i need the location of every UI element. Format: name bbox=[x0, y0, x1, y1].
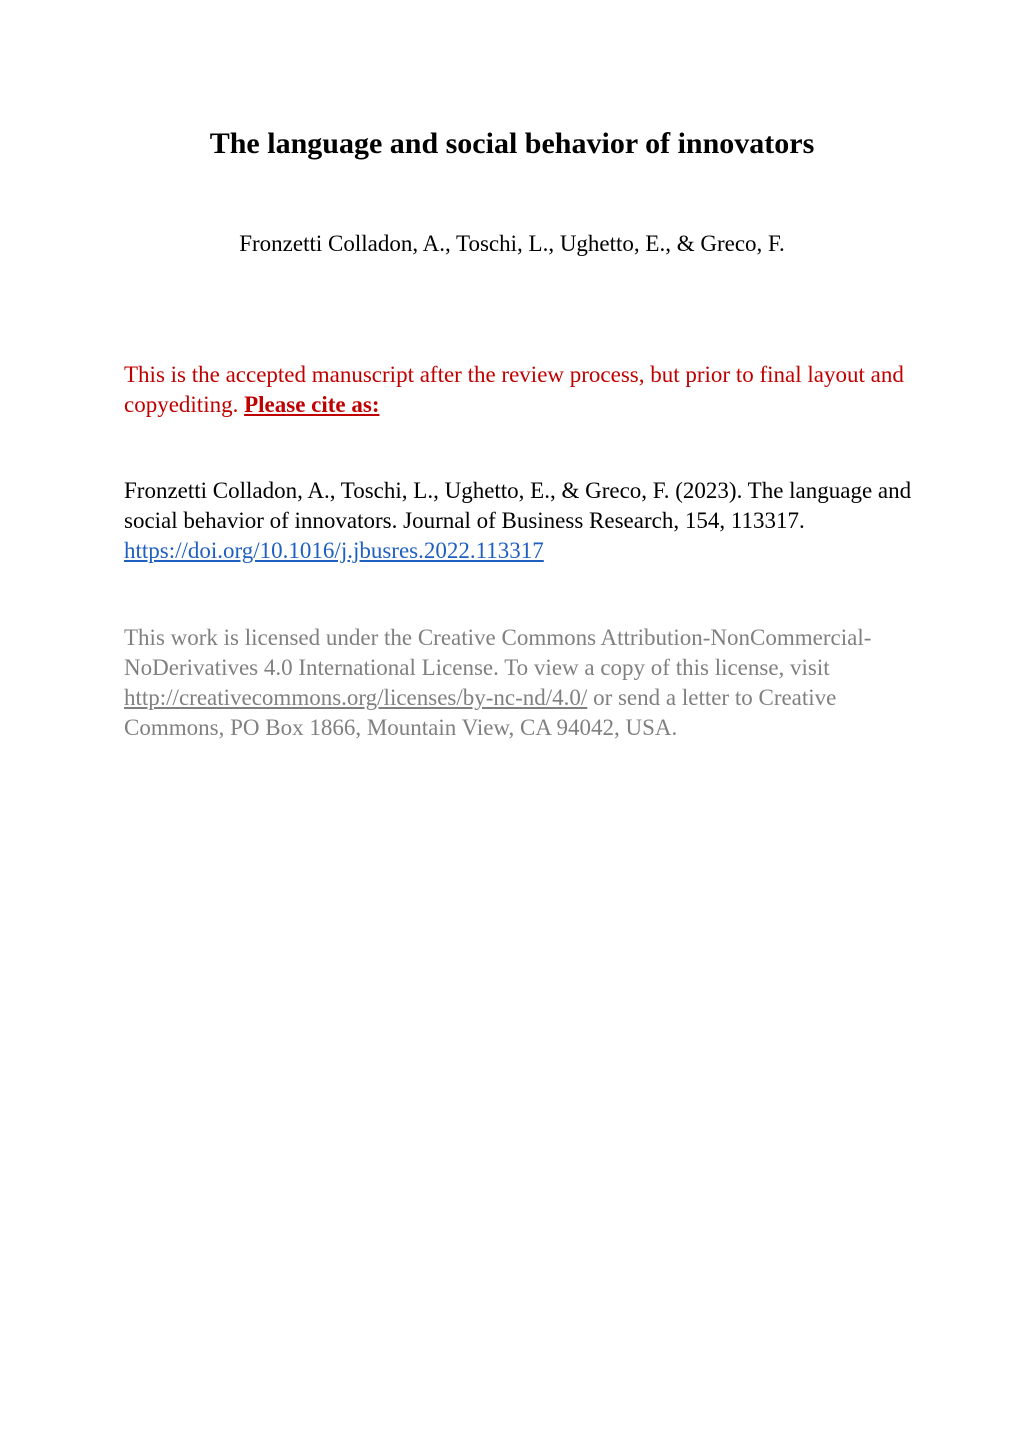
license-text-after: or send a letter to Creative Commons, PO Box 1866, Mountain View, CA 94042, USA. bbox=[124, 685, 837, 740]
author-list: Fronzetti Colladon, A., Toschi, L., Ughetto, E., & Greco, F. bbox=[239, 231, 785, 256]
manuscript-notice bbox=[124, 360, 914, 420]
citation-text: Fronzetti Colladon, A., Toschi, L., Ughetto, E., & Greco, F. (2023). The language and social behavior of innovators. Journal of Business Research, 154, 113317. bbox=[124, 478, 912, 533]
paper-title: The language and social behavior of innovators bbox=[209, 127, 815, 160]
please-cite-label: Please cite as: bbox=[244, 392, 380, 417]
doi-link[interactable]: https://doi.org/10.1016/j.jbusres.2022.113317 bbox=[124, 538, 544, 563]
citation-block bbox=[124, 476, 914, 566]
license-notice bbox=[124, 623, 914, 743]
manuscript-notice-text: This is the accepted manuscript after the review process, but prior to final layout and copyediting. bbox=[124, 362, 904, 417]
license-link[interactable]: http://creativecommons.org/licenses/by-nc-nd/4.0/ bbox=[124, 685, 588, 710]
license-text-before: This work is licensed under the Creative Commons Attribution-NonCommercial-NoDerivatives 4.0 International License. To view a copy of this license, visit bbox=[124, 625, 872, 680]
